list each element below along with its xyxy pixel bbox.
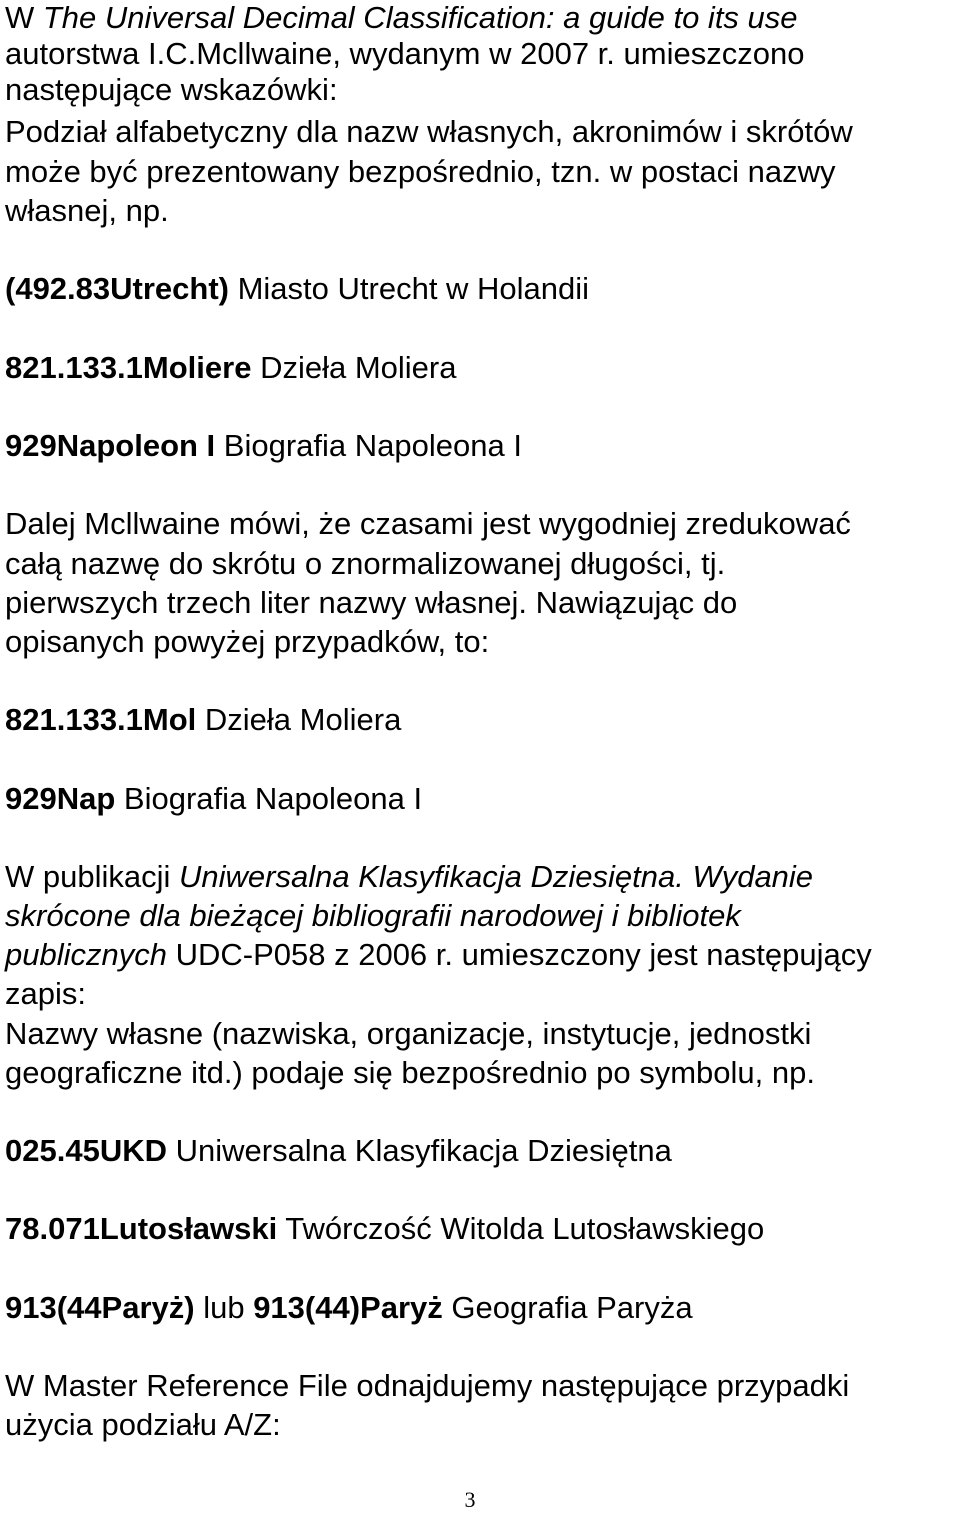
para3-line-6: geograficzne itd.) podaje się bezpośrednio po symbolu, np. bbox=[5, 1055, 815, 1090]
text: W bbox=[5, 0, 43, 35]
intro-line-5: może być prezentowany bezpośrednio, tzn. w postaci nazwy bbox=[5, 154, 836, 189]
example-moliere bbox=[5, 350, 456, 386]
para3-line-3 bbox=[5, 937, 872, 973]
text: lub bbox=[194, 1290, 254, 1325]
intro-line-4: Podział alfabetyczny dla nazw własnych, akronimów i skrótów bbox=[5, 114, 853, 149]
example-napoleon bbox=[5, 428, 522, 464]
book-title: The Universal Decimal Classification: a guide to its use bbox=[42, 0, 798, 35]
udc-code: 929Nap bbox=[5, 781, 116, 816]
example-paris bbox=[5, 1290, 693, 1326]
para2-line-1: Dalej Mcllwaine mówi, że czasami jest wygodniej zredukować bbox=[5, 506, 851, 541]
para3-line-2 bbox=[5, 898, 741, 934]
example-description: Uniwersalna Klasyfikacja Dziesiętna bbox=[166, 1133, 672, 1168]
intro-line-1 bbox=[5, 0, 798, 36]
para2-line-3: pierwszych trzech liter nazwy własnej. Nawiązując do bbox=[5, 585, 738, 620]
para4-line-1: W Master Reference File odnajdujemy następujące przypadki bbox=[5, 1368, 850, 1403]
publication-title: Uniwersalna Klasyfikacja Dziesiętna. Wydanie bbox=[179, 859, 814, 894]
para4-line-2: użycia podziału A/Z: bbox=[5, 1407, 281, 1442]
intro-line-3: następujące wskazówki: bbox=[5, 72, 338, 107]
example-utrecht bbox=[5, 271, 589, 307]
example-description: Dzieła Moliera bbox=[196, 702, 402, 737]
example-lutoslawski bbox=[5, 1211, 764, 1247]
publication-title: skrócone dla bieżącej bibliografii narodowej i bibliotek bbox=[5, 898, 741, 933]
example-ukd bbox=[5, 1133, 672, 1169]
example-description: Geografia Paryża bbox=[442, 1290, 693, 1325]
udc-code: 913(44)Paryż bbox=[253, 1290, 443, 1325]
udc-code: (492.83Utrecht) bbox=[5, 271, 229, 306]
example-description: Biografia Napoleona I bbox=[115, 781, 423, 816]
para3-line-1 bbox=[5, 859, 813, 895]
udc-code: 913(44Paryż) bbox=[5, 1290, 195, 1325]
page-number: 3 bbox=[464, 1487, 476, 1512]
text: W publikacji bbox=[5, 859, 179, 894]
para2-line-2: całą nazwę do skrótu o znormalizowanej długości, tj. bbox=[5, 546, 726, 581]
udc-code: 821.133.1Moliere bbox=[5, 350, 252, 385]
example-nap bbox=[5, 781, 422, 817]
intro-line-2: autorstwa I.C.Mcllwaine, wydanym w 2007 r. umieszczono bbox=[5, 36, 805, 71]
udc-code: 025.45UKD bbox=[5, 1133, 167, 1168]
udc-code: 821.133.1Mol bbox=[5, 702, 197, 737]
para3-line-4: zapis: bbox=[5, 976, 86, 1011]
para3-line-5: Nazwy własne (nazwiska, organizacje, instytucje, jednostki bbox=[5, 1016, 812, 1051]
example-description: Miasto Utrecht w Holandii bbox=[228, 271, 590, 306]
example-description: Dzieła Moliera bbox=[251, 350, 457, 385]
udc-code: 929Napoleon I bbox=[5, 428, 216, 463]
text: UDC-P058 z 2006 r. umieszczony jest następujący bbox=[166, 937, 872, 972]
publication-title: publicznych bbox=[5, 937, 167, 972]
para2-line-4: opisanych powyżej przypadków, to: bbox=[5, 624, 490, 659]
udc-code: 78.071Lutosławski bbox=[5, 1211, 278, 1246]
example-description: Biografia Napoleona I bbox=[215, 428, 522, 463]
example-mol bbox=[5, 702, 401, 738]
example-description: Twórczość Witolda Lutosławskiego bbox=[277, 1211, 765, 1246]
intro-line-6: własnej, np. bbox=[5, 193, 169, 228]
